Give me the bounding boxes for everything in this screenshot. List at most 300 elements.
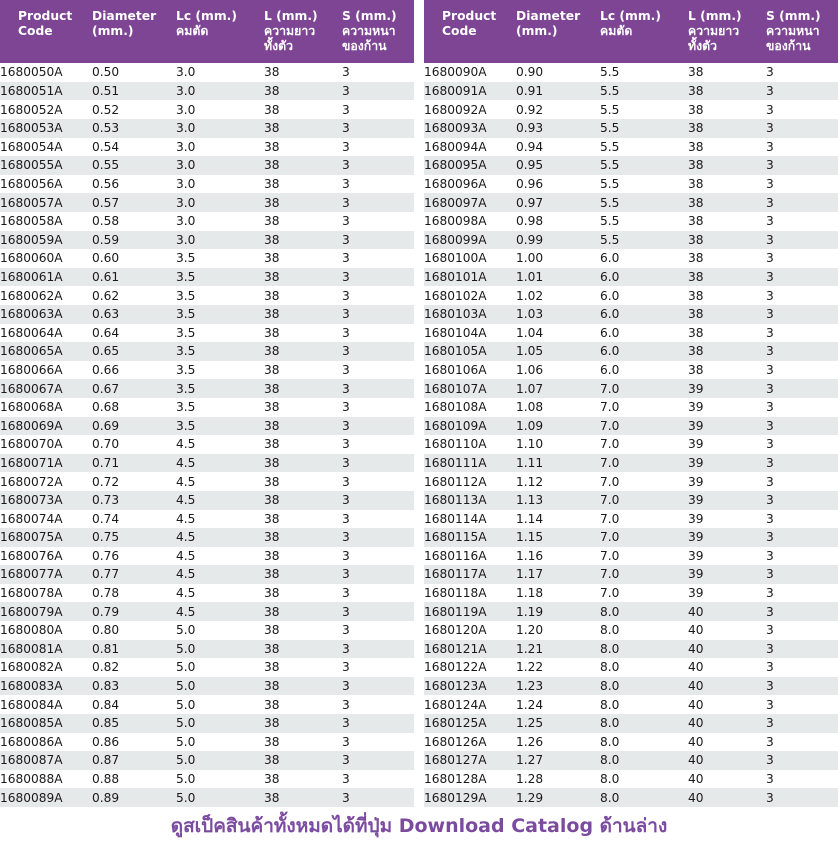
table-row: [424, 82, 838, 101]
table-body-left: [0, 63, 414, 807]
cell-l: 38: [264, 305, 342, 324]
cell-product-code: 1680052A: [0, 100, 92, 119]
cell-diameter: 0.77: [92, 565, 176, 584]
table-row: [0, 342, 414, 361]
table-row: [424, 435, 838, 454]
cell-s: 3: [342, 677, 414, 696]
cell-lc: 5.0: [176, 658, 264, 677]
table-row: [424, 602, 838, 621]
cell-product-code: 1680064A: [0, 324, 92, 343]
cell-diameter: 1.00: [516, 249, 600, 268]
cell-s: 3: [766, 175, 838, 194]
cell-s: 3: [766, 565, 838, 584]
cell-diameter: 1.10: [516, 435, 600, 454]
cell-product-code: 1680081A: [0, 640, 92, 659]
cell-diameter: 1.05: [516, 342, 600, 361]
table-row: [0, 63, 414, 82]
cell-l: 38: [264, 119, 342, 138]
cell-s: 3: [766, 733, 838, 752]
table-row: [424, 584, 838, 603]
table-row: [424, 342, 838, 361]
cell-lc: 5.0: [176, 621, 264, 640]
table-row: [0, 156, 414, 175]
cell-l: 40: [688, 640, 766, 659]
cell-s: 3: [766, 602, 838, 621]
header-line1: S (mm.): [342, 9, 397, 23]
cell-product-code: 1680120A: [424, 621, 516, 640]
table-row: [0, 305, 414, 324]
table-body-right: [424, 63, 838, 807]
cell-s: 3: [766, 491, 838, 510]
cell-l: 38: [264, 677, 342, 696]
cell-l: 38: [264, 528, 342, 547]
header-sub-thai-2: ของก้าน: [766, 38, 811, 53]
cell-lc: 8.0: [600, 770, 688, 789]
cell-l: 38: [264, 472, 342, 491]
cell-s: 3: [342, 788, 414, 807]
cell-lc: 3.0: [176, 156, 264, 175]
cell-s: 3: [342, 249, 414, 268]
table-row: [0, 491, 414, 510]
cell-diameter: 1.04: [516, 324, 600, 343]
cell-l: 38: [264, 510, 342, 529]
cell-l: 38: [264, 193, 342, 212]
cell-s: 3: [342, 714, 414, 733]
cell-l: 38: [264, 417, 342, 436]
cell-l: 38: [264, 268, 342, 287]
cell-lc: 8.0: [600, 602, 688, 621]
table-row: [0, 695, 414, 714]
header-line1: Lc (mm.): [176, 9, 237, 23]
cell-lc: 7.0: [600, 398, 688, 417]
cell-product-code: 1680068A: [0, 398, 92, 417]
cell-s: 3: [766, 640, 838, 659]
cell-product-code: 1680128A: [424, 770, 516, 789]
cell-l: 38: [688, 82, 766, 101]
cell-s: 3: [342, 770, 414, 789]
table-row: [0, 584, 414, 603]
cell-lc: 3.5: [176, 342, 264, 361]
cell-lc: 3.0: [176, 82, 264, 101]
table-header-right: [424, 0, 838, 63]
cell-l: 39: [688, 398, 766, 417]
cell-s: 3: [342, 472, 414, 491]
cell-lc: 4.5: [176, 565, 264, 584]
cell-lc: 8.0: [600, 677, 688, 696]
cell-s: 3: [342, 175, 414, 194]
cell-l: 38: [688, 156, 766, 175]
cell-l: 39: [688, 491, 766, 510]
cell-s: 3: [766, 156, 838, 175]
cell-lc: 5.5: [600, 231, 688, 250]
cell-s: 3: [766, 677, 838, 696]
header-sub-thai-1: ความหนา: [342, 23, 396, 38]
cell-diameter: 0.51: [92, 82, 176, 101]
cell-l: 38: [688, 286, 766, 305]
cell-lc: 5.5: [600, 175, 688, 194]
cell-lc: 4.5: [176, 547, 264, 566]
cell-l: 38: [264, 658, 342, 677]
cell-product-code: 1680084A: [0, 695, 92, 714]
table-row: [424, 175, 838, 194]
cell-lc: 3.5: [176, 286, 264, 305]
cell-diameter: 1.02: [516, 286, 600, 305]
cell-l: 40: [688, 788, 766, 807]
cell-lc: 7.0: [600, 435, 688, 454]
table-row: [0, 175, 414, 194]
cell-lc: 5.5: [600, 82, 688, 101]
cell-l: 38: [264, 249, 342, 268]
cell-diameter: 0.59: [92, 231, 176, 250]
cell-diameter: 1.25: [516, 714, 600, 733]
cell-l: 39: [688, 565, 766, 584]
cell-product-code: 1680057A: [0, 193, 92, 212]
table-row: [0, 379, 414, 398]
cell-diameter: 0.98: [516, 212, 600, 231]
spec-table-left: [0, 0, 414, 807]
cell-lc: 5.0: [176, 695, 264, 714]
table-row: [424, 733, 838, 752]
cell-s: 3: [766, 63, 838, 82]
column-header-lc: [600, 0, 688, 63]
header-line1: Diameter: [92, 9, 157, 23]
cell-s: 3: [342, 640, 414, 659]
cell-diameter: 1.11: [516, 454, 600, 473]
cell-diameter: 0.91: [516, 82, 600, 101]
header-sub-thai-1: คมตัด: [176, 23, 209, 38]
cell-product-code: 1680115A: [424, 528, 516, 547]
cell-diameter: 0.88: [92, 770, 176, 789]
cell-l: 40: [688, 677, 766, 696]
cell-diameter: 1.24: [516, 695, 600, 714]
table-row: [424, 398, 838, 417]
cell-diameter: 0.55: [92, 156, 176, 175]
cell-diameter: 0.83: [92, 677, 176, 696]
column-header-l: [264, 0, 342, 63]
cell-s: 3: [766, 472, 838, 491]
cell-s: 3: [342, 63, 414, 82]
cell-s: 3: [766, 82, 838, 101]
cell-s: 3: [766, 305, 838, 324]
cell-diameter: 0.99: [516, 231, 600, 250]
cell-diameter: 1.07: [516, 379, 600, 398]
cell-lc: 8.0: [600, 733, 688, 752]
cell-l: 40: [688, 658, 766, 677]
cell-diameter: 1.18: [516, 584, 600, 603]
cell-lc: 4.5: [176, 528, 264, 547]
cell-lc: 5.5: [600, 119, 688, 138]
cell-l: 38: [688, 138, 766, 157]
cell-lc: 6.0: [600, 342, 688, 361]
cell-s: 3: [766, 212, 838, 231]
cell-product-code: 1680114A: [424, 510, 516, 529]
table-row: [424, 565, 838, 584]
cell-product-code: 1680107A: [424, 379, 516, 398]
table-row: [424, 119, 838, 138]
cell-diameter: 0.82: [92, 658, 176, 677]
cell-l: 40: [688, 695, 766, 714]
spec-table-right: [424, 0, 838, 807]
cell-s: 3: [342, 212, 414, 231]
cell-diameter: 0.66: [92, 361, 176, 380]
cell-lc: 7.0: [600, 565, 688, 584]
cell-s: 3: [342, 119, 414, 138]
cell-l: 38: [264, 547, 342, 566]
cell-product-code: 1680059A: [0, 231, 92, 250]
table-row: [424, 658, 838, 677]
cell-l: 39: [688, 435, 766, 454]
cell-lc: 7.0: [600, 510, 688, 529]
table-row: [424, 677, 838, 696]
cell-lc: 3.5: [176, 324, 264, 343]
cell-lc: 3.0: [176, 100, 264, 119]
header-line2: (mm.): [92, 23, 134, 38]
cell-l: 38: [264, 361, 342, 380]
cell-l: 38: [264, 175, 342, 194]
cell-lc: 7.0: [600, 491, 688, 510]
cell-s: 3: [766, 454, 838, 473]
cell-s: 3: [342, 138, 414, 157]
cell-l: 38: [688, 305, 766, 324]
cell-diameter: 0.58: [92, 212, 176, 231]
table-row: [424, 788, 838, 807]
cell-s: 3: [342, 305, 414, 324]
cell-product-code: 1680118A: [424, 584, 516, 603]
cell-product-code: 1680119A: [424, 602, 516, 621]
header-row: [424, 0, 838, 63]
cell-diameter: 1.21: [516, 640, 600, 659]
column-header-diameter: [92, 0, 176, 63]
table-row: [0, 770, 414, 789]
cell-lc: 4.5: [176, 584, 264, 603]
cell-product-code: 1680095A: [424, 156, 516, 175]
cell-diameter: 0.67: [92, 379, 176, 398]
table-row: [0, 417, 414, 436]
cell-l: 38: [264, 491, 342, 510]
header-line1: Lc (mm.): [600, 9, 661, 23]
cell-lc: 3.5: [176, 361, 264, 380]
table-row: [424, 138, 838, 157]
cell-l: 38: [264, 156, 342, 175]
header-sub-thai-1: ความยาว: [688, 23, 740, 38]
table-row: [424, 231, 838, 250]
cell-s: 3: [342, 286, 414, 305]
cell-l: 40: [688, 621, 766, 640]
cell-s: 3: [342, 733, 414, 752]
cell-lc: 7.0: [600, 379, 688, 398]
cell-s: 3: [342, 658, 414, 677]
table-row: [0, 510, 414, 529]
cell-lc: 6.0: [600, 249, 688, 268]
cell-l: 39: [688, 379, 766, 398]
cell-product-code: 1680069A: [0, 417, 92, 436]
cell-diameter: 0.70: [92, 435, 176, 454]
cell-diameter: 1.13: [516, 491, 600, 510]
table-row: [0, 621, 414, 640]
table-row: [0, 249, 414, 268]
cell-l: 38: [264, 584, 342, 603]
table-row: [424, 454, 838, 473]
cell-diameter: 0.75: [92, 528, 176, 547]
cell-diameter: 1.19: [516, 602, 600, 621]
table-row: [0, 528, 414, 547]
cell-lc: 5.5: [600, 156, 688, 175]
cell-s: 3: [342, 584, 414, 603]
cell-product-code: 1680053A: [0, 119, 92, 138]
cell-s: 3: [766, 658, 838, 677]
cell-s: 3: [342, 156, 414, 175]
cell-product-code: 1680112A: [424, 472, 516, 491]
table-header-left: [0, 0, 414, 63]
cell-s: 3: [766, 286, 838, 305]
cell-diameter: 1.17: [516, 565, 600, 584]
table-row: [0, 565, 414, 584]
cell-lc: 8.0: [600, 788, 688, 807]
cell-l: 38: [264, 640, 342, 659]
cell-lc: 7.0: [600, 454, 688, 473]
cell-lc: 4.5: [176, 510, 264, 529]
table-row: [424, 268, 838, 287]
cell-s: 3: [766, 324, 838, 343]
cell-l: 39: [688, 547, 766, 566]
cell-product-code: 1680071A: [0, 454, 92, 473]
cell-s: 3: [342, 417, 414, 436]
cell-diameter: 0.74: [92, 510, 176, 529]
header-sub-thai-1: ความหนา: [766, 23, 820, 38]
table-row: [0, 119, 414, 138]
cell-s: 3: [766, 621, 838, 640]
cell-product-code: 1680121A: [424, 640, 516, 659]
cell-diameter: 0.93: [516, 119, 600, 138]
cell-s: 3: [342, 361, 414, 380]
cell-s: 3: [342, 621, 414, 640]
cell-l: 39: [688, 472, 766, 491]
cell-product-code: 1680082A: [0, 658, 92, 677]
cell-product-code: 1680074A: [0, 510, 92, 529]
cell-diameter: 0.60: [92, 249, 176, 268]
cell-lc: 8.0: [600, 751, 688, 770]
cell-l: 38: [264, 286, 342, 305]
cell-product-code: 1680060A: [0, 249, 92, 268]
cell-product-code: 1680097A: [424, 193, 516, 212]
cell-diameter: 1.03: [516, 305, 600, 324]
cell-product-code: 1680055A: [0, 156, 92, 175]
cell-lc: 7.0: [600, 417, 688, 436]
cell-lc: 3.5: [176, 249, 264, 268]
cell-lc: 7.0: [600, 528, 688, 547]
cell-product-code: 1680087A: [0, 751, 92, 770]
cell-product-code: 1680050A: [0, 63, 92, 82]
cell-diameter: 0.85: [92, 714, 176, 733]
cell-product-code: 1680100A: [424, 249, 516, 268]
cell-diameter: 1.14: [516, 510, 600, 529]
cell-s: 3: [766, 379, 838, 398]
table-row: [0, 212, 414, 231]
cell-l: 39: [688, 510, 766, 529]
cell-diameter: 0.94: [516, 138, 600, 157]
cell-l: 39: [688, 584, 766, 603]
cell-l: 38: [264, 100, 342, 119]
cell-lc: 5.0: [176, 640, 264, 659]
cell-product-code: 1680072A: [0, 472, 92, 491]
cell-diameter: 0.71: [92, 454, 176, 473]
column-header-diameter: [516, 0, 600, 63]
cell-l: 38: [264, 138, 342, 157]
cell-lc: 3.0: [176, 193, 264, 212]
cell-product-code: 1680091A: [424, 82, 516, 101]
table-row: [424, 472, 838, 491]
table-row: [424, 510, 838, 529]
cell-product-code: 1680113A: [424, 491, 516, 510]
cell-product-code: 1680103A: [424, 305, 516, 324]
column-header-lc: [176, 0, 264, 63]
cell-lc: 8.0: [600, 621, 688, 640]
cell-product-code: 1680096A: [424, 175, 516, 194]
cell-diameter: 1.01: [516, 268, 600, 287]
cell-lc: 5.5: [600, 212, 688, 231]
cell-l: 40: [688, 770, 766, 789]
cell-lc: 5.0: [176, 770, 264, 789]
cell-product-code: 1680085A: [0, 714, 92, 733]
cell-s: 3: [342, 398, 414, 417]
table-row: [424, 361, 838, 380]
cell-diameter: 1.12: [516, 472, 600, 491]
cell-product-code: 1680076A: [0, 547, 92, 566]
cell-product-code: 1680058A: [0, 212, 92, 231]
table-row: [0, 751, 414, 770]
cell-diameter: 0.61: [92, 268, 176, 287]
cell-lc: 5.0: [176, 677, 264, 696]
cell-product-code: 1680066A: [0, 361, 92, 380]
cell-s: 3: [342, 268, 414, 287]
table-row: [0, 454, 414, 473]
column-header-product-code: [0, 0, 92, 63]
header-sub-thai-2: ทั้งตัว: [688, 38, 718, 53]
cell-l: 38: [264, 342, 342, 361]
cell-l: 38: [264, 602, 342, 621]
cell-s: 3: [766, 584, 838, 603]
cell-l: 38: [264, 324, 342, 343]
cell-diameter: 0.97: [516, 193, 600, 212]
cell-s: 3: [766, 547, 838, 566]
cell-l: 38: [688, 268, 766, 287]
cell-s: 3: [342, 602, 414, 621]
cell-s: 3: [342, 324, 414, 343]
header-line1: S (mm.): [766, 9, 821, 23]
cell-diameter: 0.95: [516, 156, 600, 175]
cell-lc: 7.0: [600, 547, 688, 566]
cell-lc: 4.5: [176, 435, 264, 454]
cell-diameter: 1.09: [516, 417, 600, 436]
table-row: [424, 305, 838, 324]
cell-l: 38: [264, 231, 342, 250]
table-row: [0, 658, 414, 677]
cell-product-code: 1680093A: [424, 119, 516, 138]
cell-lc: 3.5: [176, 305, 264, 324]
cell-lc: 5.0: [176, 751, 264, 770]
table-row: [0, 714, 414, 733]
cell-s: 3: [766, 528, 838, 547]
cell-s: 3: [766, 788, 838, 807]
cell-s: 3: [766, 231, 838, 250]
cell-diameter: 0.57: [92, 193, 176, 212]
column-header-product-code: [424, 0, 516, 63]
cell-lc: 8.0: [600, 640, 688, 659]
cell-product-code: 1680063A: [0, 305, 92, 324]
column-header-s: [342, 0, 414, 63]
cell-diameter: 0.69: [92, 417, 176, 436]
cell-l: 38: [688, 324, 766, 343]
